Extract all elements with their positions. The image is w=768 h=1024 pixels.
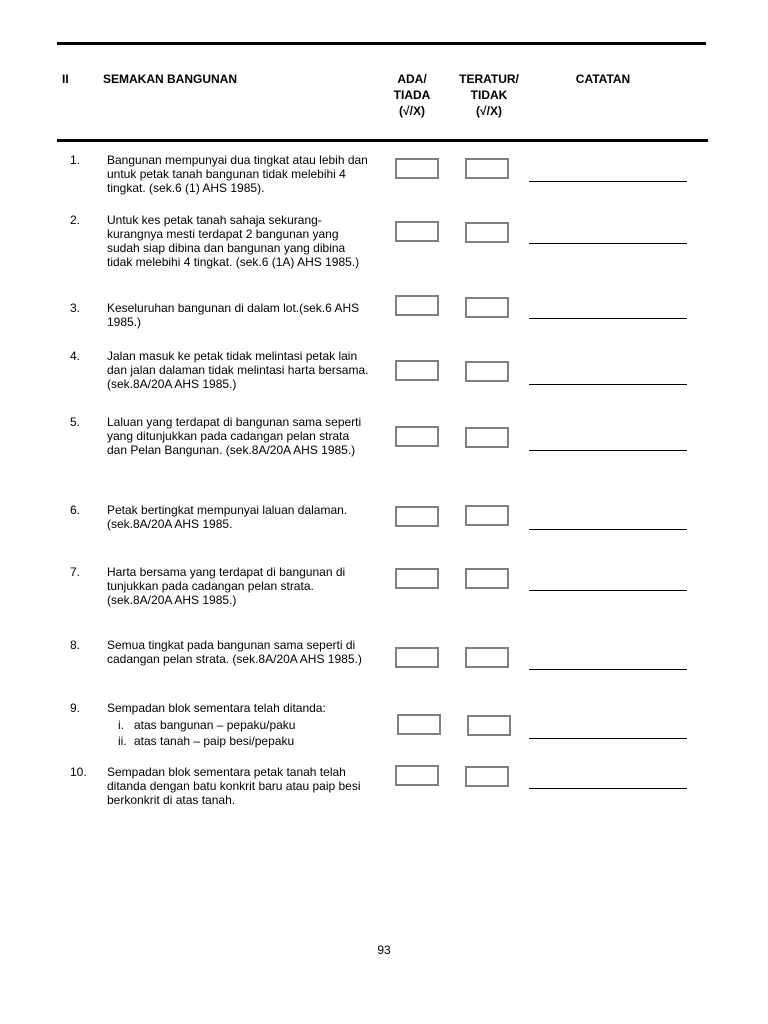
item-text [107,701,372,749]
item-text: Petak bertingkat mempunyai laluan dalaman.(sek.8A/20A AHS 1985. [107,503,348,531]
page-number: 93 [377,943,391,957]
teratur-tidak-checkbox[interactable] [465,361,509,382]
catatan-line[interactable] [529,669,687,670]
teratur-tidak-checkbox[interactable] [465,647,509,668]
teratur-tidak-checkbox[interactable] [465,766,509,787]
item-number: 9. [70,701,81,715]
header-rule [57,139,708,142]
teratur-tidak-checkbox[interactable] [465,568,509,589]
item-number: 10. [70,765,87,779]
item-number: 1. [70,153,81,167]
top-rule [57,42,706,45]
item-text: Semua tingkat pada bangunan sama seperti di cadangan pelan strata. (sek.8A/20A AHS 1985.) [107,638,362,666]
catatan-line[interactable] [529,384,687,385]
column-header-teratur-tidak: TERATUR/ TIDAK (√/X) [459,72,519,118]
item-number: 7. [70,565,81,579]
teratur-tidak-checkbox[interactable] [465,158,509,179]
item-number: 3. [70,301,81,315]
item-text: Harta bersama yang terdapat di bangunan di tunjukkan pada cadangan pelan strata. (sek.8A/20A AHS 1985.) [107,565,346,607]
ada-tiada-checkbox[interactable] [395,295,439,316]
sub-list [118,717,372,749]
catatan-line[interactable] [529,738,687,739]
ada-tiada-checkbox[interactable] [397,714,441,735]
ada-tiada-checkbox[interactable] [395,647,439,668]
item-number: 8. [70,638,81,652]
teratur-tidak-checkbox[interactable] [465,505,509,526]
sub-item: i. atas bangunan – pepaku/paku [118,718,296,732]
catatan-line[interactable] [529,318,687,319]
item-text: Jalan masuk ke petak tidak melintasi petak lain dan jalan dalaman tidak melintasi harta bersama.(sek.8A/20A AHS 1985.) [107,349,369,391]
column-header-ada-tiada: ADA/ TIADA (√/X) [393,72,431,118]
item-text-lead: Sempadan blok sementara telah ditanda: [107,701,326,715]
item-text: Sempadan blok sementara petak tanah telah ditanda dengan batu konkrit baru atau paip besi berkonkrit di atas tanah. [107,765,361,807]
catatan-line[interactable] [529,450,687,451]
teratur-tidak-checkbox[interactable] [465,427,509,448]
teratur-tidak-checkbox[interactable] [467,715,511,736]
catatan-line[interactable] [529,529,687,530]
item-number: 4. [70,349,81,363]
ada-tiada-checkbox[interactable] [395,426,439,447]
item-text: Untuk kes petak tanah sahaja sekurang-kurangnya mesti terdapat 2 bangunan yang sudah siap dibina dan bangunan yang dibina tidak melebihi 4 tingkat. (sek.6 (1A) AHS 1985.) [107,213,360,269]
catatan-line[interactable] [529,243,687,244]
ada-tiada-checkbox[interactable] [395,158,439,179]
ada-tiada-checkbox[interactable] [395,765,439,786]
teratur-tidak-checkbox[interactable] [465,222,509,243]
ada-tiada-checkbox[interactable] [395,568,439,589]
teratur-tidak-checkbox[interactable] [465,297,509,318]
item-number: 5. [70,415,81,429]
catatan-line[interactable] [529,181,687,182]
ada-tiada-checkbox[interactable] [395,506,439,527]
section-title: SEMAKAN BANGUNAN [103,72,237,86]
column-header-catatan: CATATAN [575,72,631,86]
catatan-line[interactable] [529,788,687,789]
item-text: Bangunan mempunyai dua tingkat atau lebih dan untuk petak tanah bangunan tidak melebihi 4 tingkat. (sek.6 (1) AHS 1985). [107,153,368,195]
ada-tiada-checkbox[interactable] [395,221,439,242]
section-number: II [62,72,69,86]
item-text: Keseluruhan bangunan di dalam lot.(sek.6 AHS 1985.) [107,301,360,329]
catatan-line[interactable] [529,590,687,591]
sub-item: ii. atas tanah – paip besi/pepaku [118,734,295,748]
item-number: 2. [70,213,81,227]
item-number: 6. [70,503,81,517]
ada-tiada-checkbox[interactable] [395,360,439,381]
item-text: Laluan yang terdapat di bangunan sama seperti yang ditunjukkan pada cadangan pelan strata dan Pelan Bangunan. (sek.8A/20A AHS 1985.) [107,415,362,457]
